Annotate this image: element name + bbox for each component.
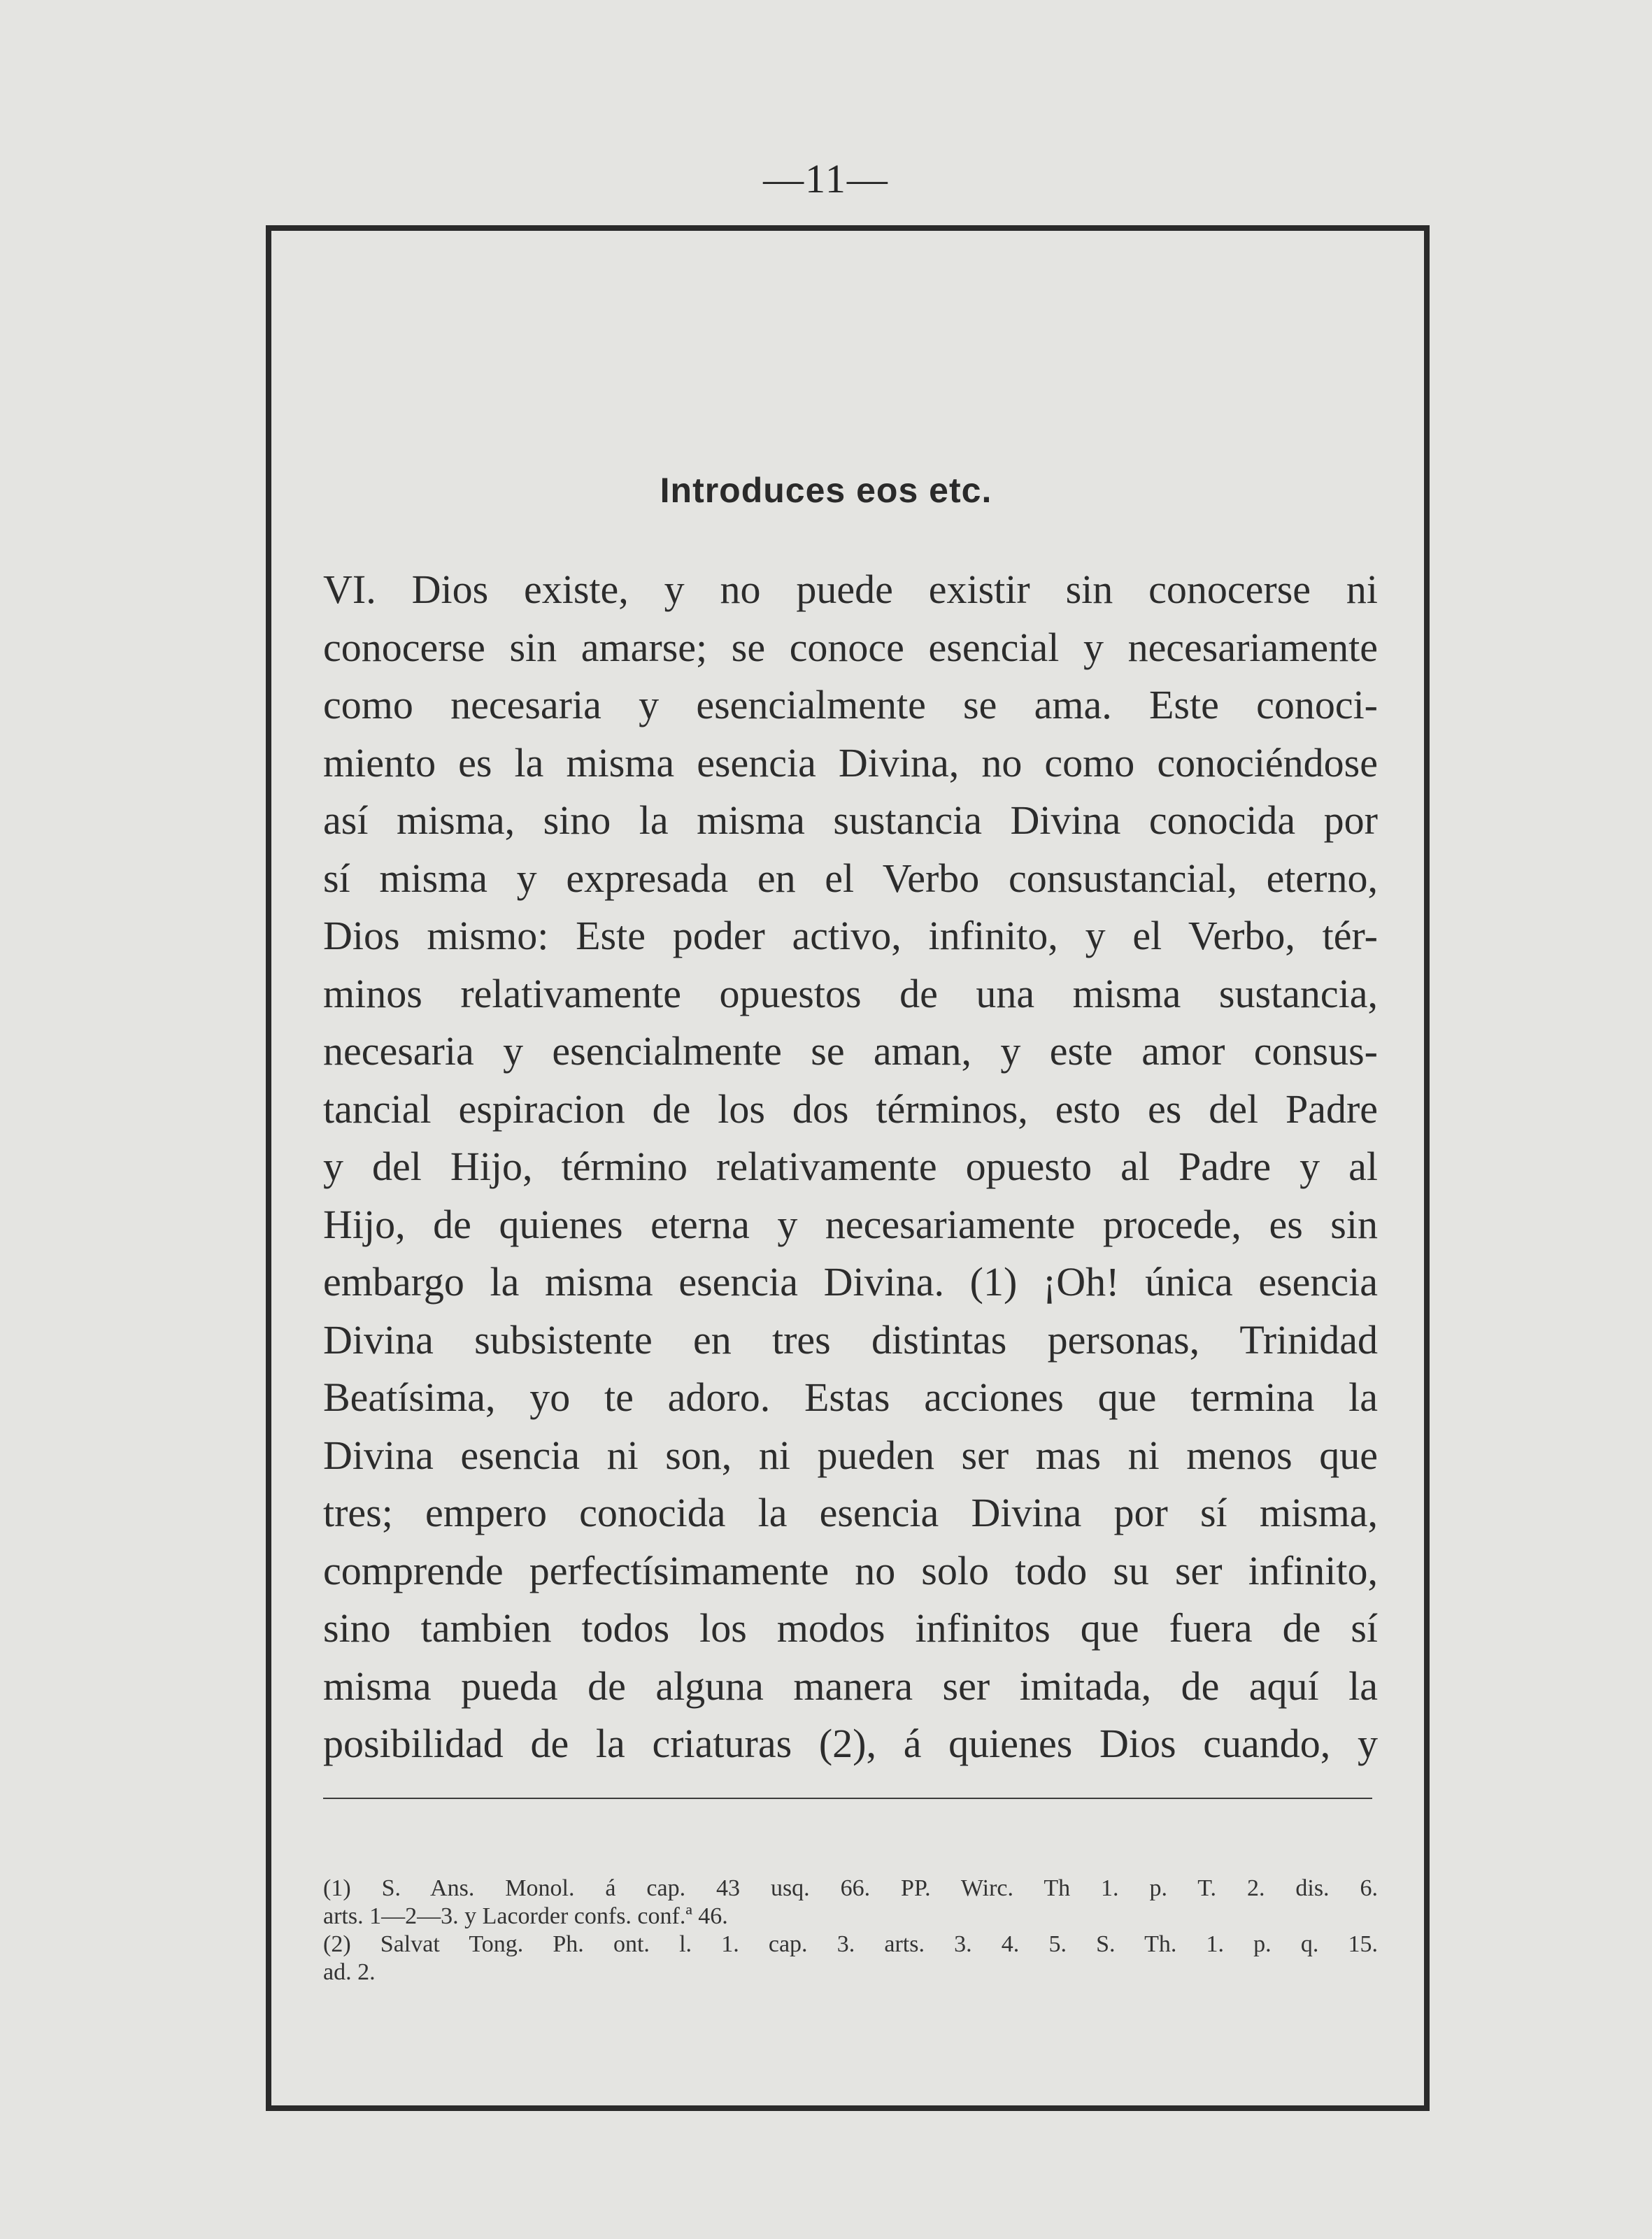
body-line: comprende perfectísimamente no solo todo su ser infinito, bbox=[323, 1547, 1378, 1593]
section-heading: Introduces eos etc. bbox=[660, 471, 992, 510]
body-line: sí misma y expresada en el Verbo consustancial, eterno, bbox=[323, 855, 1378, 901]
body-line: sino tambien todos los modos infinitos que fuera de sí bbox=[323, 1605, 1378, 1651]
body-line: embargo la misma esencia Divina. (1) ¡Oh! única esencia bbox=[323, 1259, 1378, 1305]
body-line: miento es la misma esencia Divina, no como conociéndose bbox=[323, 739, 1378, 786]
body-line: minos relativamente opuestos de una misma sustancia, bbox=[323, 970, 1378, 1016]
body-line: tres; empero conocida la esencia Divina por sí misma, bbox=[323, 1490, 1378, 1535]
footnotes bbox=[323, 1875, 1378, 1986]
body-line: Beatísima, yo te adoro. Estas acciones que termina la bbox=[323, 1374, 1378, 1420]
page-number: —11— bbox=[763, 156, 889, 201]
body-line: así misma, sino la misma sustancia Divina conocida por bbox=[323, 797, 1378, 843]
body-line: Divina subsistente en tres distintas personas, Trinidad bbox=[323, 1316, 1378, 1363]
footnote-line: (1) S. Ans. Monol. á cap. 43 usq. 66. PP. Wirc. Th 1. p. T. 2. dis. 6. bbox=[323, 1875, 1378, 1901]
body-line: como necesaria y esencialmente se ama. Este conoci- bbox=[323, 682, 1378, 727]
footnote-divider bbox=[323, 1798, 1372, 1799]
footnote-line: ad. 2. bbox=[323, 1959, 376, 1985]
body-line: VI. Dios existe, y no puede existir sin conocerse ni bbox=[323, 567, 1378, 612]
body-line: Hijo, de quienes eterna y necesariamente procede, es sin bbox=[323, 1201, 1378, 1247]
body-line: Divina esencia ni son, ni pueden ser mas ni menos que bbox=[323, 1432, 1378, 1478]
body-line: conocerse sin amarse; se conoce esencial y necesariamente bbox=[323, 624, 1378, 670]
body-line: posibilidad de la criaturas (2), á quienes Dios cuando, y bbox=[323, 1721, 1378, 1766]
body-paragraph bbox=[323, 561, 1378, 1773]
body-line: misma pueda de alguna manera ser imitada, de aquí la bbox=[323, 1663, 1378, 1709]
body-line: Dios mismo: Este poder activo, infinito, y el Verbo, tér- bbox=[323, 913, 1378, 958]
body-line: tancial espiracion de los dos términos, esto es del Padre bbox=[323, 1086, 1378, 1132]
body-line: y del Hijo, término relativamente opuesto al Padre y al bbox=[323, 1144, 1378, 1189]
body-line: necesaria y esencialmente se aman, y este amor consus- bbox=[323, 1028, 1378, 1074]
footnote-line: (2) Salvat Tong. Ph. ont. l. 1. cap. 3. arts. 3. 4. 5. S. Th. 1. p. q. 15. bbox=[323, 1931, 1378, 1957]
footnote-line: arts. 1—2—3. y Lacorder confs. conf.ª 46. bbox=[323, 1903, 728, 1929]
